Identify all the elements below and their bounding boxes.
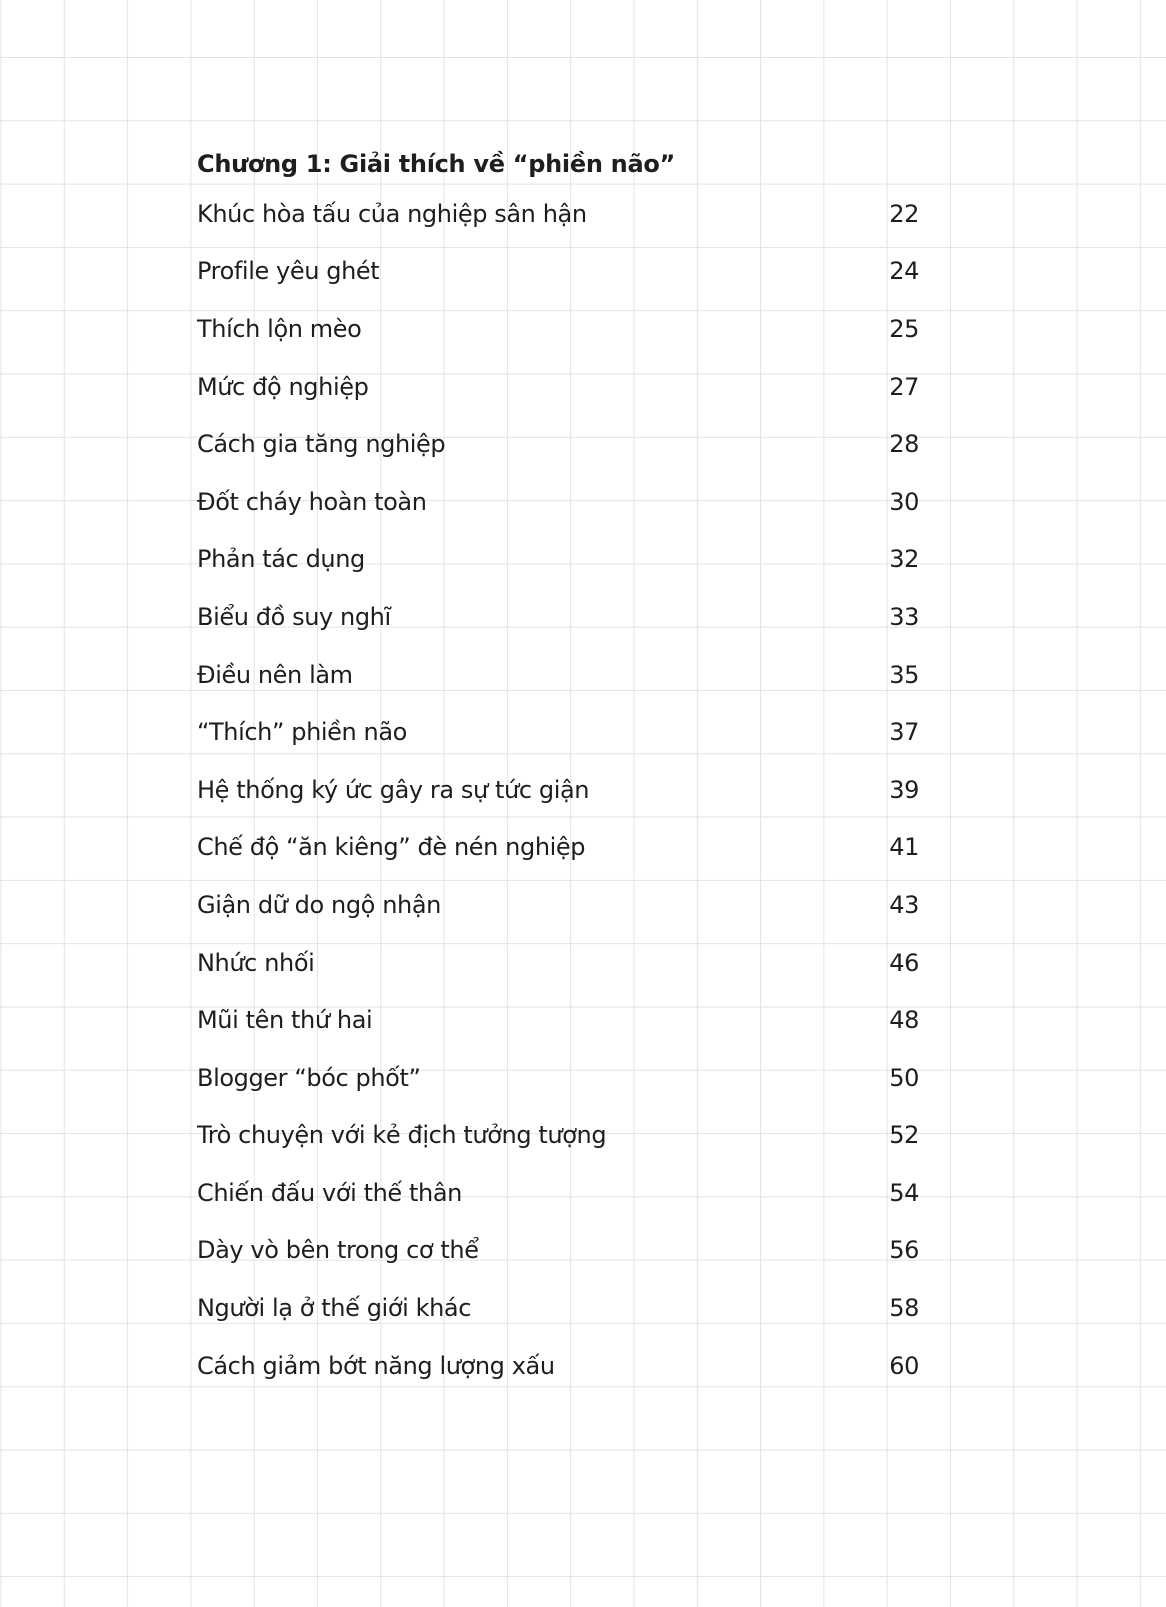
- toc-entry-label: Thích lộn mèo: [197, 314, 362, 343]
- toc-entry[interactable]: [197, 588, 919, 646]
- toc-entry-page: 33: [889, 602, 919, 631]
- toc-entry-label: Cách gia tăng nghiệp: [197, 430, 446, 459]
- toc-entry-page: 54: [889, 1178, 919, 1207]
- toc-entry-label: Profile yêu ghét: [197, 257, 380, 286]
- toc-entry[interactable]: [197, 1107, 919, 1165]
- toc-entry[interactable]: [197, 243, 919, 301]
- toc-entry-label: Blogger “bóc phốt”: [197, 1063, 421, 1092]
- chapter-title: Chương 1: Giải thích về “phiền não”: [197, 150, 676, 178]
- toc-entry[interactable]: [197, 1337, 919, 1395]
- toc-entry-label: Hệ thống ký ức gây ra sự tức giận: [197, 775, 590, 804]
- toc-list: [197, 185, 919, 1394]
- toc-entry[interactable]: [197, 1049, 919, 1107]
- toc-entry-label: Người lạ ở thế giới khác: [197, 1294, 472, 1323]
- toc-entry[interactable]: [197, 185, 919, 243]
- toc-entry-label: Chế độ “ăn kiêng” đè nén nghiệp: [197, 833, 586, 862]
- toc-entry[interactable]: [197, 646, 919, 704]
- toc-entry-label: Dày vò bên trong cơ thể: [197, 1236, 479, 1265]
- toc-entry[interactable]: [197, 934, 919, 992]
- toc-entry-page: 39: [889, 775, 919, 804]
- toc-entry[interactable]: [197, 991, 919, 1049]
- toc-entry[interactable]: [197, 300, 919, 358]
- toc-entry-page: 58: [889, 1294, 919, 1323]
- toc-entry-label: Phản tác dụng: [197, 545, 365, 574]
- toc-entry-label: Giận dữ do ngộ nhận: [197, 890, 441, 919]
- toc-entry-page: 24: [889, 257, 919, 286]
- toc-entry-label: Điều nên làm: [197, 660, 353, 689]
- toc-entry-label: Mức độ nghiệp: [197, 372, 369, 401]
- toc-entry[interactable]: [197, 415, 919, 473]
- toc-entry[interactable]: [197, 703, 919, 761]
- toc-entry-label: Nhức nhối: [197, 948, 315, 977]
- toc-entry-page: 41: [889, 833, 919, 862]
- toc-entry[interactable]: [197, 819, 919, 877]
- toc-entry-page: 60: [889, 1351, 919, 1380]
- toc-entry-label: Cách giảm bớt năng lượng xấu: [197, 1351, 555, 1380]
- toc-entry-page: 50: [889, 1063, 919, 1092]
- toc-entry[interactable]: [197, 761, 919, 819]
- toc-entry-page: 46: [889, 948, 919, 977]
- toc-entry-label: Khúc hòa tấu của nghiệp sân hận: [197, 199, 587, 228]
- toc-entry-page: 25: [889, 314, 919, 343]
- toc-entry-page: 32: [889, 545, 919, 574]
- toc-entry[interactable]: [197, 473, 919, 531]
- toc-entry-label: Mũi tên thứ hai: [197, 1006, 373, 1035]
- table-of-contents: [197, 143, 919, 1394]
- toc-entry[interactable]: [197, 531, 919, 589]
- toc-entry-page: 43: [889, 890, 919, 919]
- toc-entry-page: 28: [889, 430, 919, 459]
- toc-entry-label: Biểu đồ suy nghĩ: [197, 602, 391, 631]
- toc-entry-page: 52: [889, 1121, 919, 1150]
- toc-entry[interactable]: [197, 1222, 919, 1280]
- toc-entry-page: 35: [889, 660, 919, 689]
- toc-entry-page: 37: [889, 718, 919, 747]
- toc-entry-label: Chiến đấu với thế thân: [197, 1178, 462, 1207]
- toc-entry-page: 27: [889, 372, 919, 401]
- toc-entry-label: “Thích” phiền não: [197, 718, 407, 747]
- toc-entry-page: 48: [889, 1006, 919, 1035]
- toc-entry[interactable]: [197, 1164, 919, 1222]
- toc-entry[interactable]: [197, 1279, 919, 1337]
- toc-entry-page: 56: [889, 1236, 919, 1265]
- toc-entry-page: 22: [889, 199, 919, 228]
- toc-entry-label: Đốt cháy hoàn toàn: [197, 487, 427, 516]
- toc-entry[interactable]: [197, 876, 919, 934]
- toc-entry[interactable]: [197, 358, 919, 416]
- toc-entry-page: 30: [889, 487, 919, 516]
- toc-entry-label: Trò chuyện với kẻ địch tưởng tượng: [197, 1121, 607, 1150]
